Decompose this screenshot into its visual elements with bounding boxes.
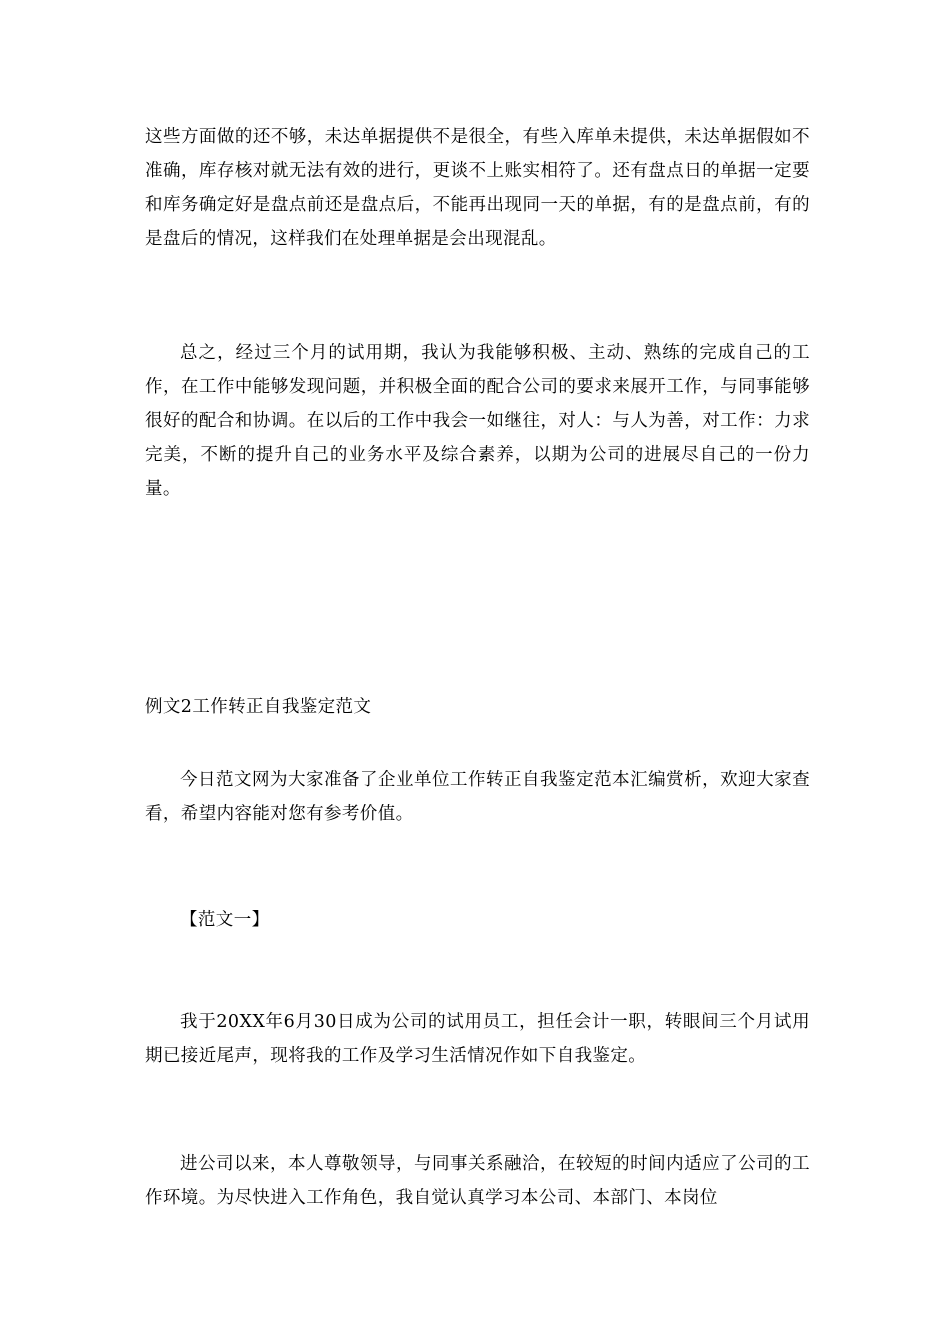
section-heading: 例文2工作转正自我鉴定范文 (145, 697, 372, 717)
paragraph-intro: 今日范文网为大家准备了企业单位工作转正自我鉴定范本汇编赏析，欢迎大家查看，希望内容能对您有参考价值。 (145, 770, 810, 824)
sample-heading: 【范文一】 (180, 910, 270, 930)
paragraph-since-joining: 进公司以来，本人尊敬领导，与同事关系融洽，在较短的时间内适应了公司的工作环境。为尽快进入工作角色，我自觉认真学习本公司、本部门、本岗位 (145, 1154, 810, 1208)
paragraph-trial-start: 我于20XX年6月30日成为公司的试用员工，担任会计一职，转眼间三个月试用期已接近尾声，现将我的工作及学习生活情况作如下自我鉴定。 (145, 1012, 810, 1066)
paragraph-summary: 总之，经过三个月的试用期，我认为我能够积极、主动、熟练的完成自己的工作，在工作中能够发现问题，并积极全面的配合公司的要求来展开工作，与同事能够很好的配合和协调。在以后的工作中我会一如继往，对人：与人为善，对工作：力求完美，不断的提升自己的业务水平及综合素养，以期为公司的进展尽自己的一份力量。 (145, 343, 810, 499)
paragraph-inventory-issues: 这些方面做的还不够，未达单据提供不是很全，有些入库单未提供，未达单据假如不准确，库存核对就无法有效的进行，更谈不上账实相符了。还有盘点日的单据一定要和库务确定好是盘点前还是盘点后，不能再出现同一天的单据，有的是盘点前，有的是盘后的情况，这样我们在处理单据是会出现混乱。 (145, 127, 810, 249)
